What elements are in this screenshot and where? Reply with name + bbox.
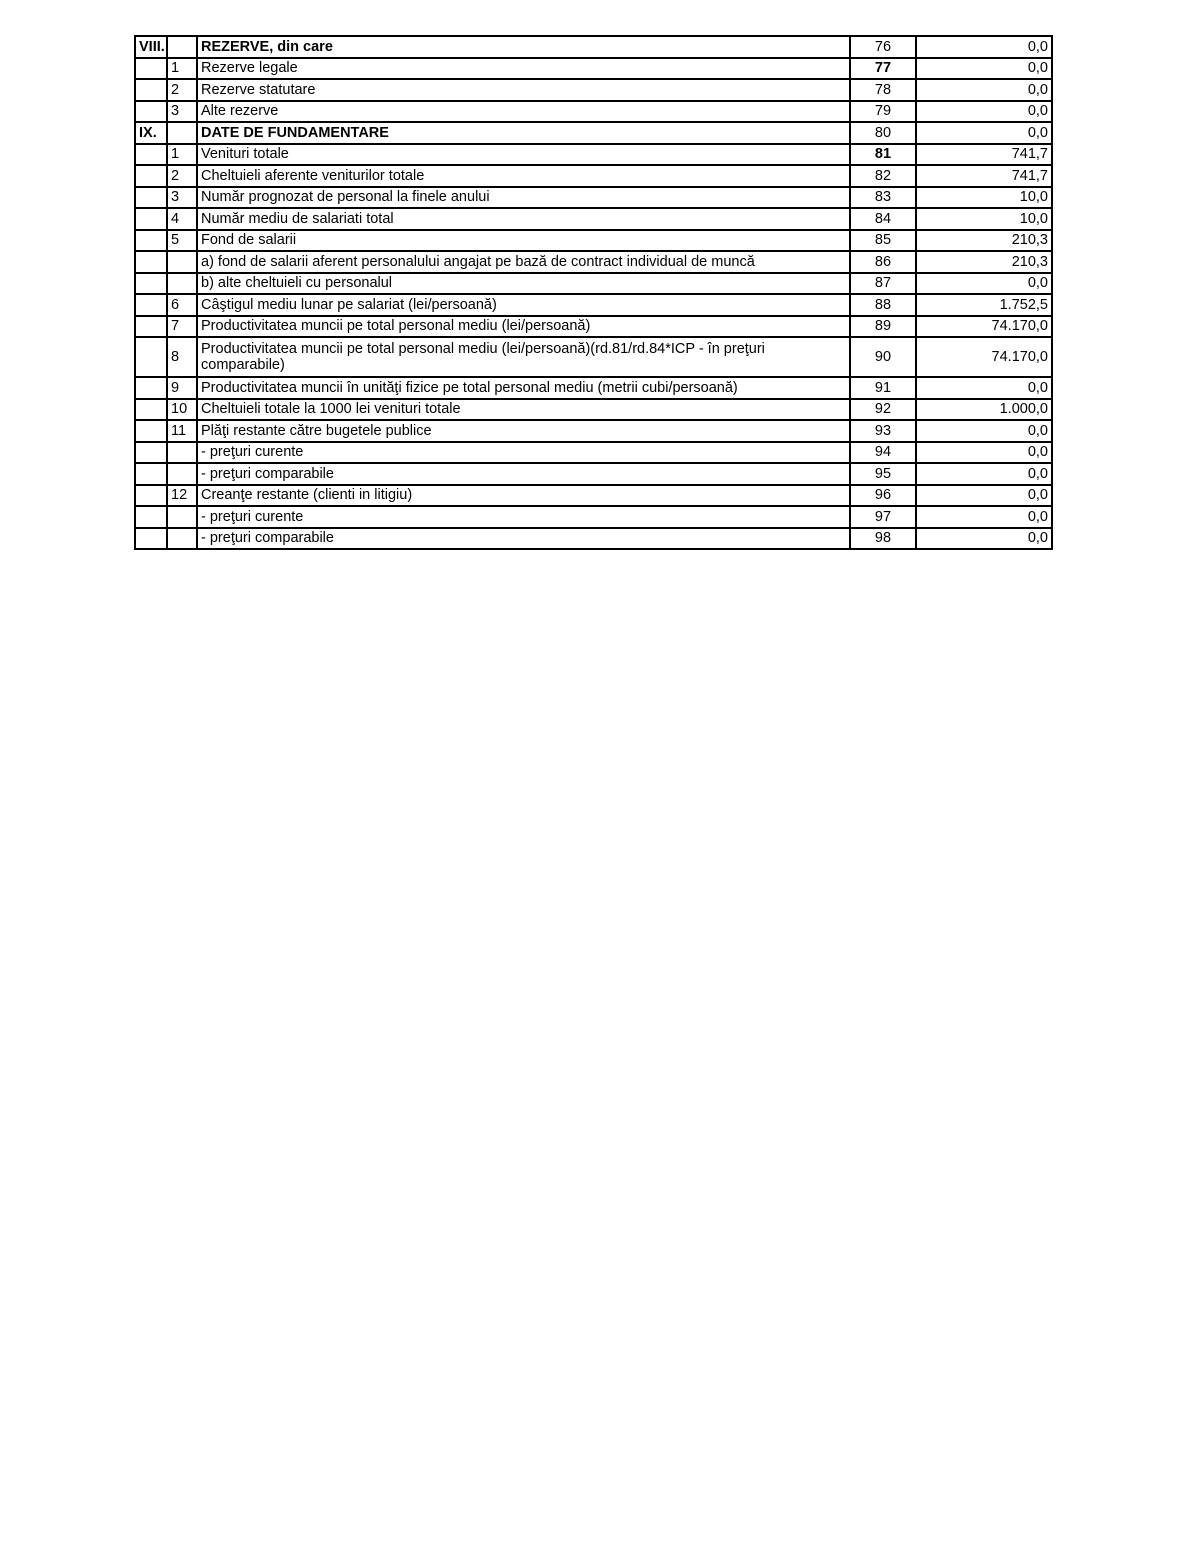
row-code-cell: 82 [850,165,916,187]
table-row [135,79,1052,101]
description-cell: - preţuri comparabile [197,463,850,485]
number-cell: 10 [167,399,197,421]
description-cell: Câştigul mediu lunar pe salariat (lei/persoană) [197,294,850,316]
value-cell: 210,3 [916,230,1052,252]
row-code-cell: 98 [850,528,916,550]
section-cell [135,251,167,273]
section-cell [135,144,167,166]
table-row [135,420,1052,442]
description-cell: - preţuri comparabile [197,528,850,550]
section-cell [135,165,167,187]
number-cell [167,506,197,528]
section-cell [135,230,167,252]
value-cell: 0,0 [916,506,1052,528]
number-cell: 1 [167,144,197,166]
row-code-cell: 92 [850,399,916,421]
number-cell: 7 [167,316,197,338]
row-code-cell: 77 [850,58,916,80]
number-cell [167,36,197,58]
number-cell: 2 [167,165,197,187]
row-code-cell: 84 [850,208,916,230]
section-cell [135,506,167,528]
table-row [135,399,1052,421]
description-cell: Alte rezerve [197,101,850,123]
value-cell: 210,3 [916,251,1052,273]
row-code-cell: 91 [850,377,916,399]
section-cell [135,463,167,485]
table-row [135,294,1052,316]
table-row [135,144,1052,166]
section-cell [135,294,167,316]
value-cell: 1.000,0 [916,399,1052,421]
section-cell [135,420,167,442]
row-code-cell: 96 [850,485,916,507]
financial-table [134,35,1053,550]
number-cell: 12 [167,485,197,507]
description-cell: Număr mediu de salariati total [197,208,850,230]
row-code-cell: 94 [850,442,916,464]
section-cell [135,79,167,101]
row-code-cell: 90 [850,337,916,377]
table-row [135,337,1052,377]
row-code-cell: 86 [850,251,916,273]
row-code-cell: 80 [850,122,916,144]
number-cell: 3 [167,187,197,209]
row-code-cell: 78 [850,79,916,101]
value-cell: 0,0 [916,463,1052,485]
description-cell: Plăţi restante către bugetele publice [197,420,850,442]
number-cell: 6 [167,294,197,316]
table-row [135,208,1052,230]
section-cell [135,208,167,230]
table-row [135,442,1052,464]
value-cell: 0,0 [916,273,1052,295]
row-code-cell: 83 [850,187,916,209]
description-cell: Fond de salarii [197,230,850,252]
number-cell [167,528,197,550]
description-cell: - preţuri curente [197,442,850,464]
description-cell: Număr prognozat de personal la finele anului [197,187,850,209]
value-cell: 74.170,0 [916,316,1052,338]
section-cell [135,485,167,507]
number-cell [167,122,197,144]
row-code-cell: 97 [850,506,916,528]
table-row [135,122,1052,144]
table-row [135,528,1052,550]
section-cell [135,442,167,464]
description-cell: Cheltuieli totale la 1000 lei venituri totale [197,399,850,421]
number-cell: 5 [167,230,197,252]
value-cell: 10,0 [916,187,1052,209]
description-cell: a) fond de salarii aferent personalului angajat pe bază de contract individual de muncă [197,251,850,273]
description-cell: b) alte cheltuieli cu personalul [197,273,850,295]
section-cell [135,101,167,123]
number-cell [167,251,197,273]
row-code-cell: 89 [850,316,916,338]
number-cell: 9 [167,377,197,399]
number-cell: 11 [167,420,197,442]
table-row [135,506,1052,528]
section-cell [135,187,167,209]
table-row [135,230,1052,252]
number-cell: 2 [167,79,197,101]
section-cell [135,58,167,80]
value-cell: 0,0 [916,101,1052,123]
number-cell [167,273,197,295]
section-cell [135,316,167,338]
row-code-cell: 81 [850,144,916,166]
table-row [135,101,1052,123]
value-cell: 0,0 [916,79,1052,101]
description-cell: - preţuri curente [197,506,850,528]
description-cell: REZERVE, din care [197,36,850,58]
table-row [135,273,1052,295]
value-cell: 1.752,5 [916,294,1052,316]
description-cell: Productivitatea muncii pe total personal mediu (lei/persoană) [197,316,850,338]
description-cell: Creanţe restante (clienti in litigiu) [197,485,850,507]
row-code-cell: 85 [850,230,916,252]
description-cell: DATE DE FUNDAMENTARE [197,122,850,144]
value-cell: 0,0 [916,528,1052,550]
table-row [135,463,1052,485]
description-cell: Productivitatea muncii pe total personal mediu (lei/persoană)(rd.81/rd.84*ICP - în preţuri comparabile) [197,337,850,377]
number-cell: 4 [167,208,197,230]
table-body [135,36,1052,549]
row-code-cell: 88 [850,294,916,316]
section-cell [135,377,167,399]
table-row [135,165,1052,187]
value-cell: 10,0 [916,208,1052,230]
row-code-cell: 93 [850,420,916,442]
number-cell [167,463,197,485]
row-code-cell: 79 [850,101,916,123]
table-row [135,58,1052,80]
table-row [135,316,1052,338]
value-cell: 0,0 [916,420,1052,442]
description-cell: Cheltuieli aferente veniturilor totale [197,165,850,187]
value-cell: 741,7 [916,144,1052,166]
row-code-cell: 87 [850,273,916,295]
value-cell: 0,0 [916,36,1052,58]
table-row [135,485,1052,507]
value-cell: 0,0 [916,377,1052,399]
description-cell: Rezerve legale [197,58,850,80]
value-cell: 74.170,0 [916,337,1052,377]
table-row [135,36,1052,58]
table-row [135,377,1052,399]
section-cell: IX. [135,122,167,144]
table-row [135,187,1052,209]
value-cell: 0,0 [916,58,1052,80]
description-cell: Productivitatea muncii în unităţi fizice pe total personal mediu (metrii cubi/persoană) [197,377,850,399]
row-code-cell: 95 [850,463,916,485]
section-cell [135,528,167,550]
section-cell [135,273,167,295]
section-cell [135,399,167,421]
section-cell: VIII. [135,36,167,58]
number-cell [167,442,197,464]
number-cell: 8 [167,337,197,377]
number-cell: 1 [167,58,197,80]
value-cell: 0,0 [916,485,1052,507]
section-cell [135,337,167,377]
description-cell: Venituri totale [197,144,850,166]
table-row [135,251,1052,273]
value-cell: 741,7 [916,165,1052,187]
row-code-cell: 76 [850,36,916,58]
value-cell: 0,0 [916,442,1052,464]
number-cell: 3 [167,101,197,123]
value-cell: 0,0 [916,122,1052,144]
description-cell: Rezerve statutare [197,79,850,101]
